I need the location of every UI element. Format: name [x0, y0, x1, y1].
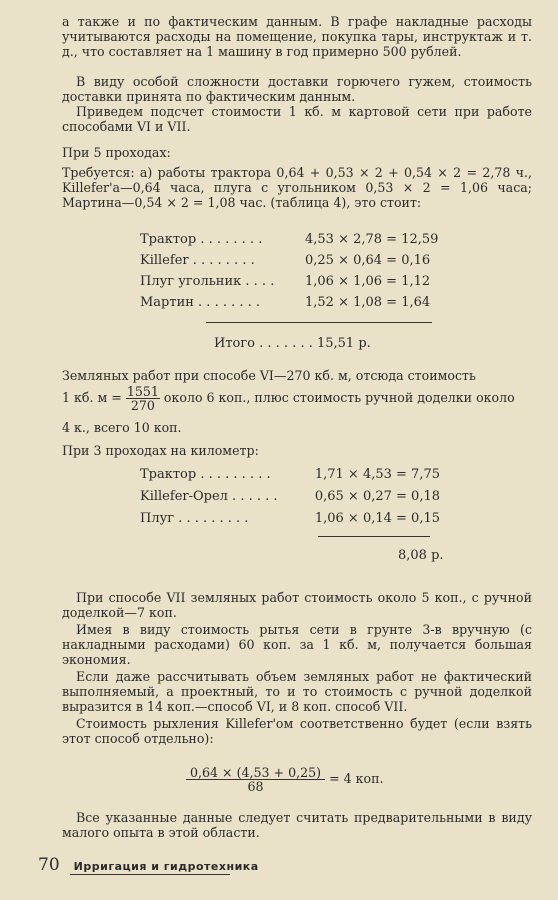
calc-suffix: около 6 коп., плюс стоимость ручной доделки около [163, 390, 515, 405]
row-value: 0,65 × 0,27 = 0,18 [314, 489, 440, 504]
paragraph-preliminary: Все указанные данные следует считать предварительными в виду малого опыта в этой области. [62, 810, 532, 840]
heading-5-passes: При 5 проходах: [62, 145, 171, 160]
row-label: Мартин . . . . . . . . [140, 295, 261, 310]
footer-rule [70, 874, 230, 875]
row-label: Трактор . . . . . . . . [140, 232, 263, 247]
fraction-numerator: 1551 [126, 384, 159, 399]
table-row [140, 274, 440, 295]
cost-table-3-passes [140, 467, 440, 533]
paragraph-design-volume: Если даже рассчитывать объем земляных работ не фактический выполняемый, а проектный, то и то стоимость с ручной доделкой выразится в 14 коп.—способ VI, и 8 коп. способ VII. [62, 669, 532, 714]
formula-loosening [186, 766, 384, 793]
sum-rule [318, 536, 430, 537]
row-label: Killefer . . . . . . . . [140, 253, 255, 268]
cost-table-5-passes [140, 232, 440, 316]
total-5-passes: Итого . . . . . . . 15,51 р. [214, 336, 371, 351]
row-value: 0,25 × 0,64 = 0,16 [305, 253, 431, 268]
paragraph-fuel-delivery: В виду особой сложности доставки горючего гужем, стоимость доставки принята по фактическим данным. [62, 74, 532, 104]
row-label: Killefer-Орел . . . . . . [140, 489, 278, 504]
heading-3-passes: При 3 проходах на километр: [62, 443, 259, 458]
total-3-passes: 8,08 р. [398, 548, 444, 563]
row-value: 1,06 × 0,14 = 0,15 [314, 511, 440, 526]
page-number: 70 [38, 855, 60, 875]
paragraph-manual-cost: Имея в виду стоимость рытья сети в грунте 3-в вручную (с накладными расходами) 60 коп. за 1 кб. м, получается большая экономия. [62, 622, 532, 667]
paragraph-overhead: а также и по фактическим данным. В графе накладные расходы учитываются расходы на помещение, покупка тары, инструктаж и т. д., что составляет на 1 машину в год примерно 500 рублей. [62, 14, 532, 59]
row-label: Плуг угольник . . . . [140, 274, 275, 289]
paragraph-earthworks-calc [62, 385, 532, 412]
paragraph-cost-intro: Приведем подсчет стоимости 1 кб. м картовой сети при работе способами VI и VII. [62, 104, 532, 134]
row-label: Плуг . . . . . . . . . [140, 511, 249, 526]
paragraph-total-cost: 4 к., всего 10 коп. [62, 420, 182, 435]
paragraph-requirements: Требуется: а) работы трактора 0,64 + 0,53 × 2 + 0,54 × 2 = 2,78 ч., Killefer'a—0,64 часа, плуга с угольником 0,53 × 2 = 1,06 часа; Мартина—0,54 × 2 = 1,08 час. (таблица 4), это стоит: [62, 165, 532, 210]
fraction-denominator: 68 [247, 779, 264, 794]
calc-prefix: 1 кб. м = [62, 390, 122, 405]
sum-rule [206, 322, 432, 323]
paragraph-loosening-cost: Стоимость рыхления Killefer'ом соответственно будет (если взять этот способ отдельно): [62, 716, 532, 746]
table-row [140, 467, 440, 489]
page-footer [38, 855, 259, 875]
table-row [140, 232, 440, 253]
paragraph-earthworks-vi: Земляных работ при способе VI—270 кб. м, отсюда стоимость [62, 368, 476, 383]
row-value: 1,06 × 1,06 = 1,12 [305, 274, 431, 289]
journal-title: Ирригация и гидротехника [73, 860, 259, 873]
row-label: Трактор . . . . . . . . . [140, 467, 271, 482]
fraction-numerator: 0,64 × (4,53 + 0,25) [186, 766, 325, 780]
formula-result: = 4 коп. [329, 771, 384, 786]
table-row [140, 295, 440, 316]
table-row [140, 253, 440, 274]
row-value: 1,71 × 4,53 = 7,75 [314, 467, 440, 482]
row-value: 1,52 × 1,08 = 1,64 [305, 295, 431, 310]
row-value: 4,53 × 2,78 = 12,59 [305, 232, 439, 247]
fraction-denominator: 270 [130, 398, 155, 413]
paragraph-method-vii: При способе VII земляных работ стоимость около 5 коп., с ручной доделкой—7 коп. [62, 590, 532, 620]
fraction [186, 766, 325, 793]
fraction [126, 385, 160, 412]
table-row [140, 489, 440, 511]
table-row [140, 511, 440, 533]
